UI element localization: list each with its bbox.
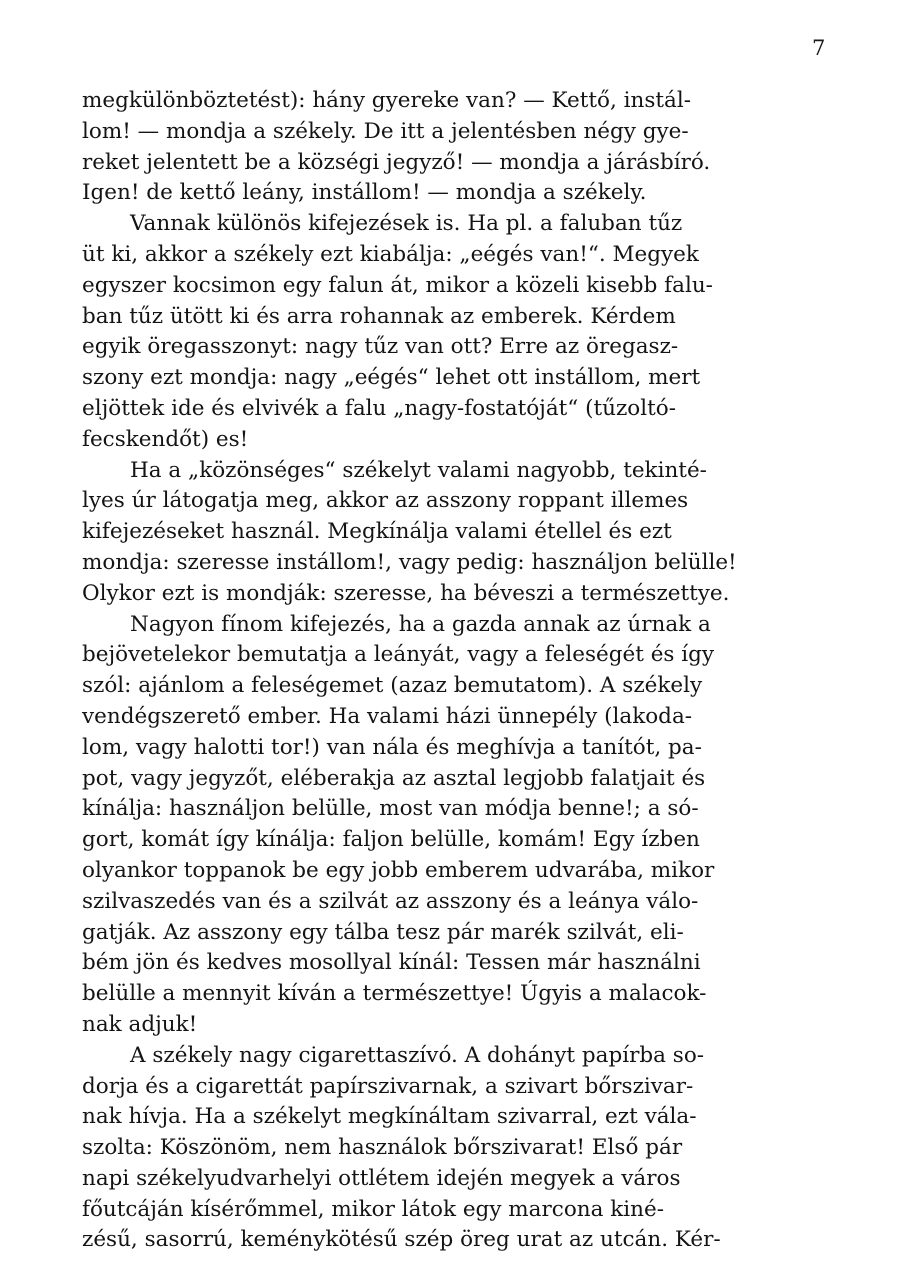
text-line: fecskendőt) es! [82,426,249,452]
text-line: reket jelentett be a községi jegyző! — mondja a járásbíró. [82,149,711,175]
text-line: nak adjuk! [82,1011,198,1037]
text-line: Olykor ezt is mondják: szeresse, ha béveszi a természettye. [82,580,730,606]
text-line: ban tűz ütött ki és arra rohannak az emberek. Kérdem [82,303,676,329]
text-line: megkülönböztetést): hány gyereke van? — Kettő, instál- [82,88,691,113]
text-line: pot, vagy jegyzőt, eléberakja az asztal legjobb falatjait és [82,765,706,791]
text-line: zésű, sasorrú, keménykötésű szép öreg urat az utcán. Kér- [82,1227,721,1253]
text-line: szony ezt mondja: nagy „eégés“ lehet ott instállom, mert [82,365,701,391]
page-number: 7 [812,36,826,60]
text-line: belülle a mennyit kíván a természettye! Úgyis a malacok- [82,981,707,1007]
text-line: egyszer kocsimon egy falun át, mikor a közeli kisebb falu- [82,272,713,298]
text-line: Vannak különös kifejezések is. Ha pl. a faluban tűz [130,211,683,237]
text-line: nak hívja. Ha a székelyt megkínáltam szivarral, ezt vála- [82,1104,697,1130]
text-line: Ha a „közönséges“ székelyt valami nagyobb, tekinté- [130,457,707,483]
text-line: napi székelyudvarhelyi ottlétem idején megyek a város [82,1165,681,1191]
text-line: dorja és a cigarettát papírszivarnak, a szivart bőrszivar- [82,1073,694,1099]
text-line: kínálja: használjon belülle, most van módja benne!; a só- [82,796,699,822]
text-line: A székely nagy cigarettaszívó. A dohányt papírba so- [130,1042,705,1068]
text-line: Igen! de kettő leány, instállom! — mondja a székely. [82,180,647,206]
text-line: gort, komát így kínálja: faljon belülle, komám! Egy ízben [82,827,700,853]
text-line: eljöttek ide és elvivék a falu „nagy-fostatóját“ (tűzoltó- [82,395,676,421]
text-line: szól: ajánlom a feleségemet (azaz bemutatom). A székely [82,673,703,699]
text-line: Nagyon fínom kifejezés, ha a gazda annak az úrnak a [130,611,711,637]
text-line: vendégszerető ember. Ha valami házi ünnepély (lakoda- [82,703,693,729]
text-line: üt ki, akkor a székely ezt kiabálja: „eégés van!“. Megyek [82,241,699,267]
text-line: gatják. Az asszony egy tálba tesz pár marék szilvát, eli- [82,919,684,945]
text-line: szolta: Köszönöm, nem használok bőrszivarat! Első pár [82,1135,683,1161]
text-line: kifejezéseket használ. Megkínálja valami étellel és ezt [82,519,672,545]
text-line: főutcáján kísérőmmel, mikor látok egy marcona kiné- [82,1196,665,1222]
text-line: bém jön és kedves mosollyal kínál: Tessen már használni [82,950,701,976]
text-line: bejövetelekor bemutatja a leányát, vagy a feleségét és így [82,642,715,668]
text-line: szilvaszedés van és a szilvát az asszony és a leánya válo- [82,888,699,914]
body-text [82,86,830,1256]
text-line: mondja: szeresse instállom!, vagy pedig: használjon belülle! [82,549,737,575]
text-line: egyik öregasszonyt: nagy tűz van ott? Erre az öregasz- [82,334,679,360]
text-line: lom, vagy halotti tor!) van nála és meghívja a tanítót, pa- [82,734,702,760]
text-line: olyankor toppanok be egy jobb emberem udvarába, mikor [82,857,715,883]
text-line: lom! — mondja a székely. De itt a jelentésben négy gye- [82,118,689,144]
text-line: lyes úr látogatja meg, akkor az asszony roppant illemes [82,488,689,514]
